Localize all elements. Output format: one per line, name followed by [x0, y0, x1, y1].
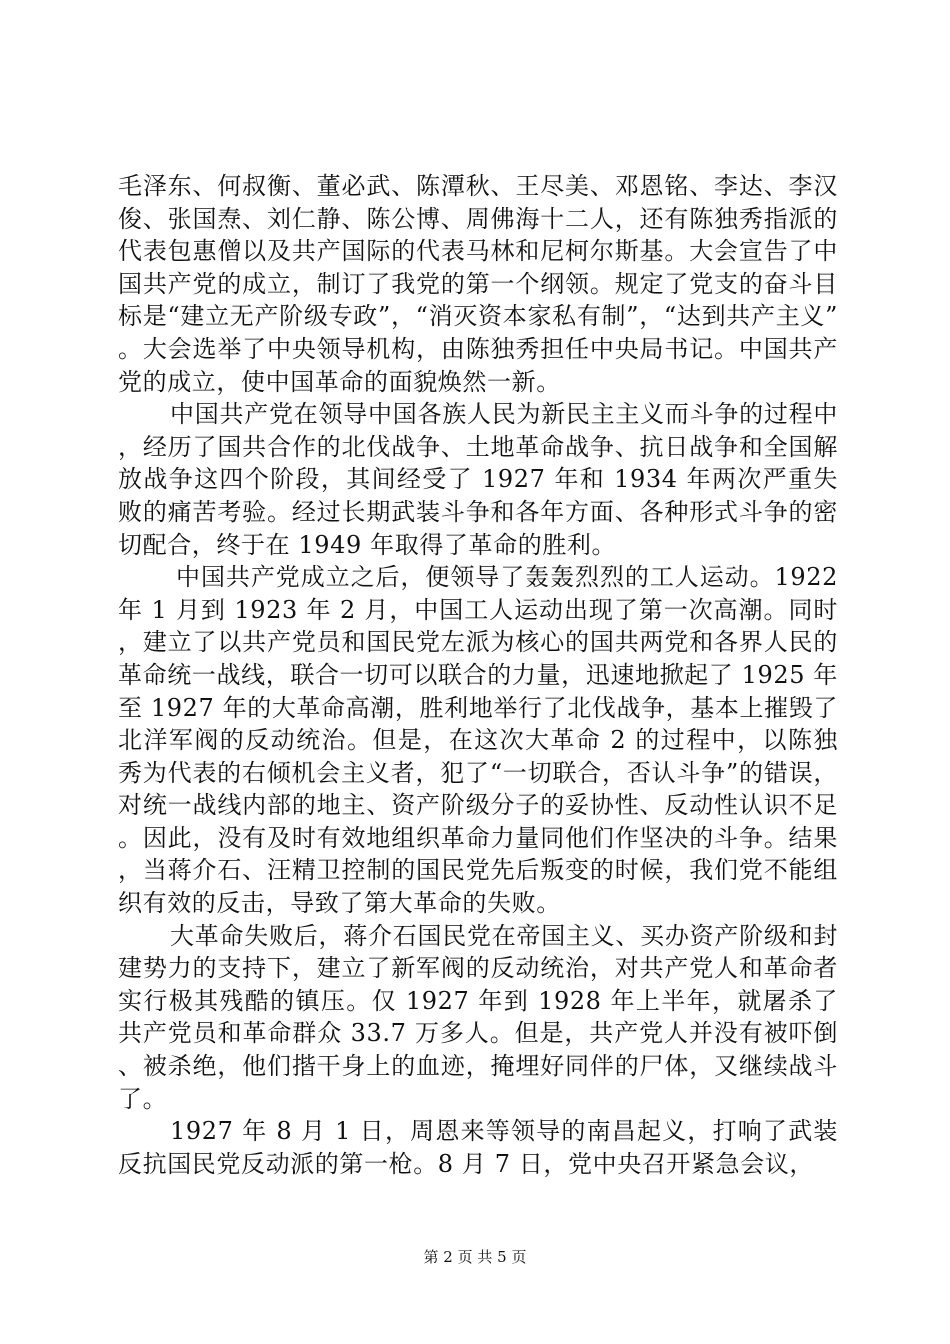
page-footer: 第 2 页 共 5 页: [423, 1248, 527, 1266]
paragraph-3: 中国共产党成立之后，便领导了轰轰烈烈的工人运动。1922 年 1 月到 1923 年 2 月，中国工人运动出现了第一次高潮。同时，建立了以共产党员和国民党左派为核心的国共两党和各界人民的革命统一战线，联合一切可以联合的力量，迅速地掀起了 1925 年至 1927 年的大革命高潮，胜利地举行了北伐战争，基本上摧毁了北洋军阀的反动统治。但是，在这次大革命 2 的过程中，以陈独秀为代表的右倾机会主义者，犯了“一切联合，否认斗争”的错误，对统一战线内部的地主、资产阶级分子的妥协性、反动性认识不足。因此，没有及时有效地组织革命力量同他们作坚决的斗争。结果，当蒋介石、汪精卫控制的国民党先后叛变的时候，我们党不能组织有效的反击，导致了第大革命的失败。: [118, 563, 838, 918]
paragraph-5: 1927 年 8 月 1 日，周恩来等领导的南昌起义，打响了武装反抗国民党反动派的第一枪。8 月 7 日，党中央召开紧急会议，: [118, 1117, 838, 1178]
paragraph-1: 毛泽东、何叔衡、董必武、陈潭秋、王尽美、邓恩铭、李达、李汉俊、张国焘、刘仁静、陈公博、周佛海十二人，还有陈独秀指派的代表包惠僧以及共产国际的代表马林和尼柯尔斯基。大会宣告了中国共产党的成立，制订了我党的第一个纲领。规定了党支的奋斗目标是“建立无产阶级专政”，“消灭资本家私有制”，“达到共产主义”。大会选举了中央领导机构，由陈独秀担任中央局书记。中国共产党的成立，使中国革命的面貌焕然一新。: [118, 172, 838, 396]
document-body: [118, 170, 838, 1180]
paragraph-2: 中国共产党在领导中国各族人民为新民主主义而斗争的过程中，经历了国共合作的北伐战争、土地革命战争、抗日战争和全国解放战争这四个阶段，其间经受了 1927 年和 1934 年两次严重失败的痛苦考验。经过长期武装斗争和各年方面、各种形式斗争的密切配合，终于在 1949 年取得了革命的胜利。: [118, 400, 838, 559]
paragraph-4: 大革命失败后，蒋介石国民党在帝国主义、买办资产阶级和封建势力的支持下，建立了新军阀的反动统治，对共产党人和革命者实行极其残酷的镇压。仅 1927 年到 1928 年上半年，就屠杀了共产党员和革命群众 33.7 万多人。但是，共产党人并没有被吓倒、被杀绝，他们揩干身上的血迹，掩埋好同伴的尸体，又继续战斗了。: [118, 921, 838, 1113]
